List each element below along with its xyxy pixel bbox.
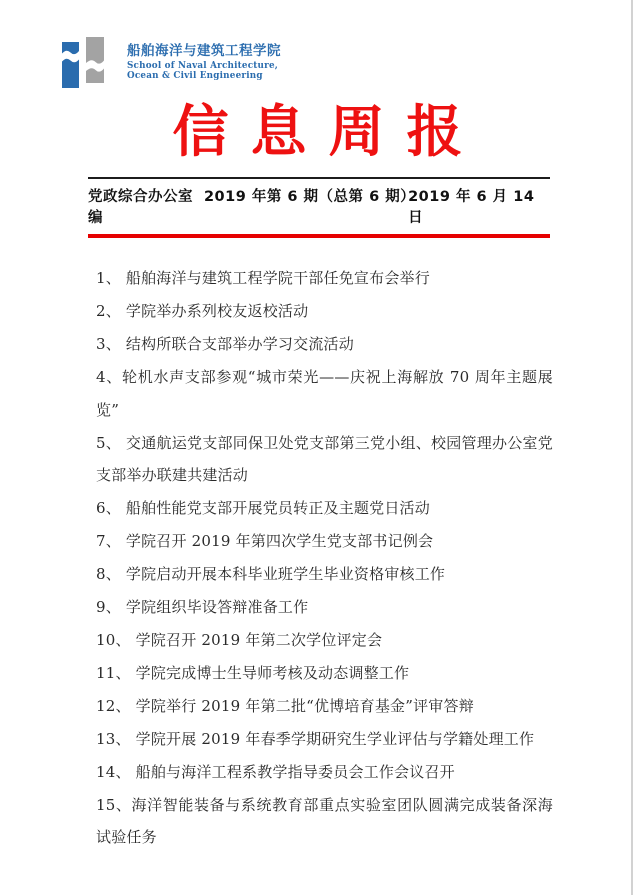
news-item-text: 11、 学院完成博士生导师考核及动态调整工作 xyxy=(96,663,410,682)
news-item xyxy=(96,756,553,789)
news-item xyxy=(96,789,553,855)
school-logo xyxy=(62,37,281,89)
school-name-en-line1: School of Naval Architecture, xyxy=(127,61,279,71)
masthead-editor: 党政综合办公室编 xyxy=(88,189,193,226)
school-logo-mark-icon xyxy=(62,37,104,89)
news-item-text: 13、 学院开展 2019 年春季学期研究生学业评估与学籍处理工作 xyxy=(96,729,535,748)
news-item-text: 5、 交通航运党支部同保卫处党支部第三党小组、校园管理办公室党支部举办联建共建活动 xyxy=(96,433,553,485)
masthead-row xyxy=(88,179,550,234)
news-item-text: 4、轮机水声支部参观“城市荣光——庆祝上海解放 70 周年主题展览” xyxy=(96,367,553,419)
news-item-text: 7、 学院召开 2019 年第四次学生党支部书记例会 xyxy=(96,532,434,551)
news-item xyxy=(96,624,553,657)
news-item-text: 8、 学院启动开展本科毕业班学生毕业资格审核工作 xyxy=(96,565,446,584)
news-item xyxy=(96,723,553,756)
news-item xyxy=(96,525,553,558)
news-item-text: 15、海洋智能装备与系统教育部重点实验室团队圆满完成装备深海试验任务 xyxy=(96,795,553,847)
school-name-en xyxy=(127,61,281,81)
school-logo-text xyxy=(127,37,281,81)
news-item xyxy=(96,492,553,525)
news-item xyxy=(96,558,553,591)
news-item-text: 14、 船舶与海洋工程系教学指导委员会工作会议召开 xyxy=(96,762,455,781)
school-name-cn: 船舶海洋与建筑工程学院 xyxy=(127,43,281,59)
news-item xyxy=(96,591,553,624)
school-name-en-line2: Ocean & Civil Engineering xyxy=(127,71,263,81)
news-item-text: 6、 船舶性能党支部开展党员转正及主题党日活动 xyxy=(96,499,430,518)
news-item-text: 2、 学院举办系列校友返校活动 xyxy=(96,301,309,320)
newsletter-title: 信息周报 xyxy=(172,99,485,165)
news-item-text: 9、 学院组织毕设答辩准备工作 xyxy=(96,598,309,617)
news-item xyxy=(96,657,553,690)
news-item-text: 12、 学院举行 2019 年第二批“优博培育基金”评审答辩 xyxy=(96,696,474,715)
masthead-date: 2019 年 6 月 14 日 xyxy=(408,189,535,226)
masthead-issue: 2019 年第 6 期（总第 6 期） xyxy=(203,189,416,205)
news-item-text: 10、 学院召开 2019 年第二次学位评定会 xyxy=(96,630,383,649)
news-item xyxy=(96,295,553,328)
news-item xyxy=(96,328,553,361)
news-item xyxy=(96,361,553,427)
news-item xyxy=(96,262,553,295)
masthead-red-rule xyxy=(88,234,550,238)
news-item-text: 3、 结构所联合支部举办学习交流活动 xyxy=(96,334,354,353)
news-item xyxy=(96,427,553,493)
news-item-text: 1、 船舶海洋与建筑工程学院干部任免宣布会举行 xyxy=(96,269,430,287)
masthead xyxy=(88,177,550,238)
news-list xyxy=(96,262,553,854)
news-item xyxy=(96,690,553,723)
